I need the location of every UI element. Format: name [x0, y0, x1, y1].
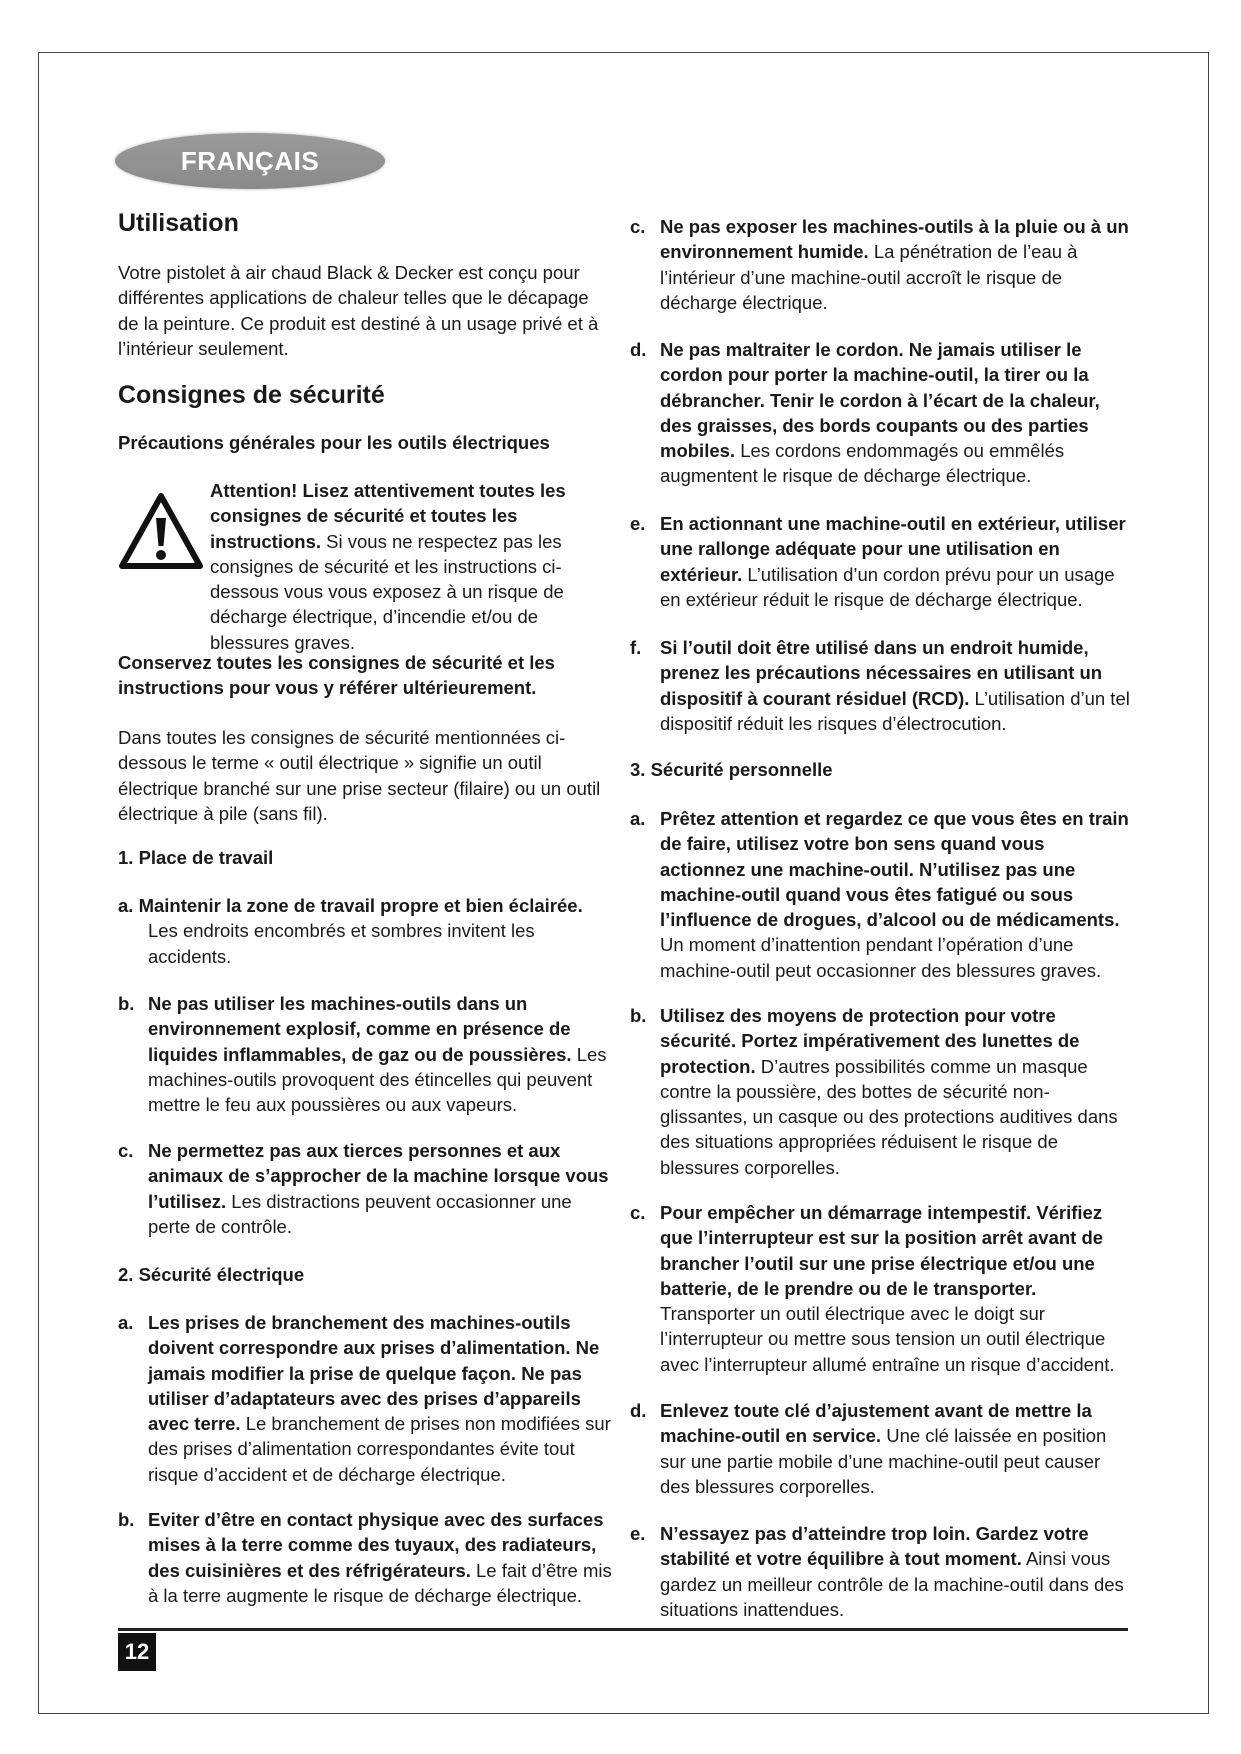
item-label: e.: [630, 1523, 646, 1544]
item-body: [630, 337, 1130, 489]
section-2-title: 2. Sécurité électrique: [118, 1264, 305, 1285]
item-text: Transporter un outil électrique avec le doigt sur l’interrupteur ou mettre sous tension un outil électrique avec l’interrupteur allumé entraîne un risque d’accident.: [660, 1303, 1115, 1375]
item-text: D’autres possibilités comme un masque contre la poussière, des bottes de sécurité non-glissantes, un casque ou des protections auditives dans des situations appropriées réduisent le risque de blessures corporelles.: [660, 1055, 1118, 1178]
item-bold: Les prises de branchement des machines-outils doivent correspondre aux prises d’alimentation. Ne jamais modifier la prise de quelque façon. Ne pas utiliser d’adaptateurs avec des prises d’appareils avec terre.: [148, 1312, 600, 1435]
item-label: f.: [630, 637, 642, 658]
item-body: [630, 806, 1130, 983]
item-body: [630, 1200, 1130, 1377]
item-bold: Prêtez attention et regardez ce que vous êtes en train de faire, utilisez votre bon sens quand vous actionnez une machine-outil. N’utilisez pas une machine-outil quand vous êtes fatigué ou sous l’influence de drogues, d’alcool ou de médicaments.: [660, 808, 1129, 931]
item-1b: [118, 991, 613, 1117]
item-bold: Ne pas maltraiter le cordon. Ne jamais utiliser le cordon pour porter la machine-outil, la tirer ou la débrancher. Tenir le cordon à l’écart de la chaleur, des graisses, des bords coupants ou des parties mobiles.: [660, 339, 1100, 462]
item-bold: Si l’outil doit être utilisé dans un endroit humide, prenez les précautions nécessaires en utilisant un dispositif à courant résiduel (RCD).: [660, 637, 1103, 709]
precautions-title: Précautions générales pour les outils électriques: [118, 432, 550, 453]
item-label: c.: [630, 216, 646, 237]
item-label: b.: [118, 993, 135, 1014]
item-body: [630, 1398, 1130, 1499]
item-text: Le fait d’être mis à la terre augmente le risque de décharge électrique.: [148, 1559, 612, 1606]
item-text: Les distractions peuvent occasionner une perte de contrôle.: [148, 1190, 572, 1237]
item-body: [630, 511, 1130, 612]
item-3d: [630, 1398, 1130, 1499]
item-text: Les cordons endommagés ou emmêlés augmentent le risque de décharge électrique.: [660, 440, 1065, 487]
item-bold: N’essayez pas d’atteindre trop loin. Gardez votre stabilité et votre équilibre à tout moment.: [660, 1523, 1089, 1570]
item-text: L’utilisation d’un tel dispositif réduit les risques d’électrocution.: [660, 687, 1130, 734]
item-body: [630, 1003, 1130, 1180]
language-badge: [115, 133, 385, 189]
item-3e: [630, 1521, 1130, 1622]
item-bold: Enlevez toute clé d’ajustement avant de mettre la machine-outil en service.: [660, 1400, 1092, 1447]
item-text: Une clé laissée en position sur une partie mobile d’une machine-outil peut causer des blessures corporelles.: [660, 1425, 1107, 1497]
item-text: La pénétration de l’eau à l’intérieur d’une machine-outil accroît le risque de décharge électrique.: [660, 241, 1078, 313]
consignes-title: Consignes de sécurité: [118, 381, 385, 409]
utilisation-title: Utilisation: [118, 209, 239, 237]
item-text: Les endroits encombrés et sombres invitent les accidents.: [148, 920, 535, 967]
section-3-title: 3. Sécurité personnelle: [630, 759, 833, 780]
item-body: [118, 1310, 613, 1487]
item-bold: Maintenir la zone de travail propre et bien éclairée.: [138, 895, 583, 916]
conservez-text: Conservez toutes les consignes de sécurité et les instructions pour vous y référer ultérieurement.: [118, 652, 555, 699]
item-body: [118, 1138, 613, 1239]
item-2b: [118, 1507, 613, 1608]
item-bold: En actionnant une machine-outil en extérieur, utiliser une rallonge adéquate pour une utilisation en extérieur.: [660, 513, 1126, 585]
item-text: Les machines-outils provoquent des étincelles qui peuvent mettre le feu aux poussières ou aux vapeurs.: [148, 1043, 607, 1116]
item-label: a.: [118, 895, 134, 916]
item-2a: [118, 1310, 613, 1487]
warning-text: Si vous ne respectez pas les consignes de sécurité et les instructions ci-dessous vous vous exposez à un risque de décharge électrique, d’incendie et/ou de blessures graves.: [210, 530, 564, 653]
item-label: d.: [630, 1400, 647, 1421]
item-label: b.: [630, 1005, 647, 1026]
item-bold: Ne permettez pas aux tierces personnes et aux animaux de s’approcher de la machine lorsque vous l’utilisez.: [148, 1140, 609, 1212]
item-3c: [630, 1200, 1130, 1377]
item-2d: [630, 337, 1130, 489]
item-bold: Ne pas utiliser les machines-outils dans un environnement explosif, comme en présence de liquides inflammables, de gaz ou de poussières.: [148, 993, 572, 1065]
item-label: a.: [118, 1312, 134, 1333]
section-1-title: 1. Place de travail: [118, 847, 274, 868]
warning-bold: Attention! Lisez attentivement toutes les consignes de sécurité et toutes les instructions.: [210, 480, 566, 552]
warning-block: [118, 478, 613, 655]
utilisation-text: Votre pistolet à air chaud Black & Decker est conçu pour différentes applications de chaleur telles que le décapage de la peinture. Ce produit est destiné à un usage privé et à l’intérieur seulement.: [118, 262, 599, 359]
item-body: [118, 1507, 613, 1608]
item-body: [630, 635, 1130, 736]
item-1a: [118, 893, 613, 969]
page-number: 12: [118, 1633, 156, 1671]
item-3b: [630, 1003, 1130, 1180]
item-bold: Eviter d’être en contact physique avec des surfaces mises à la terre comme des tuyaux, des radiateurs, des cuisinières et des réfrigérateurs.: [148, 1509, 604, 1581]
item-text: Le branchement de prises non modifiées sur des prises d’alimentation correspondantes évite tout risque d’accident et de décharge électrique.: [148, 1413, 611, 1485]
language-label: FRANÇAIS: [180, 145, 320, 176]
item-text: Ainsi vous gardez un meilleur contrôle de la machine-outil dans des situations inattendues.: [660, 1548, 1124, 1620]
item-label: b.: [118, 1509, 135, 1530]
item-2c: [630, 214, 1130, 315]
item-text: L’utilisation d’un cordon prévu pour un usage en extérieur réduit le risque de décharge électrique.: [660, 563, 1115, 610]
item-text: Un moment d’inattention pendant l’opération d’une machine-outil peut occasionner des blessures graves.: [660, 934, 1102, 981]
item-label: a.: [630, 808, 646, 829]
item-label: c.: [118, 1140, 134, 1161]
item-label: c.: [630, 1202, 646, 1223]
item-2f: [630, 635, 1130, 736]
item-bold: Utilisez des moyens de protection pour votre sécurité. Portez impérativement des lunettes de protection.: [660, 1005, 1080, 1077]
warning-triangle-icon: [118, 492, 204, 572]
item-label: e.: [630, 513, 646, 534]
item-bold: Ne pas exposer les machines-outils à la pluie ou à un environnement humide.: [660, 216, 1129, 263]
footer-rule: [118, 1628, 1128, 1631]
item-1c: [118, 1138, 613, 1239]
item-label: d.: [630, 339, 647, 360]
dans-toutes-text: Dans toutes les consignes de sécurité mentionnées ci-dessous le terme « outil électrique » signifie un outil électrique branché sur une prise secteur (filaire) ou un outil électrique à pile (sans fil).: [118, 727, 601, 824]
item-3a: [630, 806, 1130, 983]
item-bold: Pour empêcher un démarrage intempestif. Vérifiez que l’interrupteur est sur la position arrêt avant de brancher l’outil sur une prise électrique et/ou une batterie, de le prendre ou de le transporter.: [660, 1202, 1104, 1299]
item-2e: [630, 511, 1130, 612]
item-body: [118, 991, 613, 1117]
item-body: [630, 1521, 1130, 1622]
item-body: [630, 214, 1130, 315]
